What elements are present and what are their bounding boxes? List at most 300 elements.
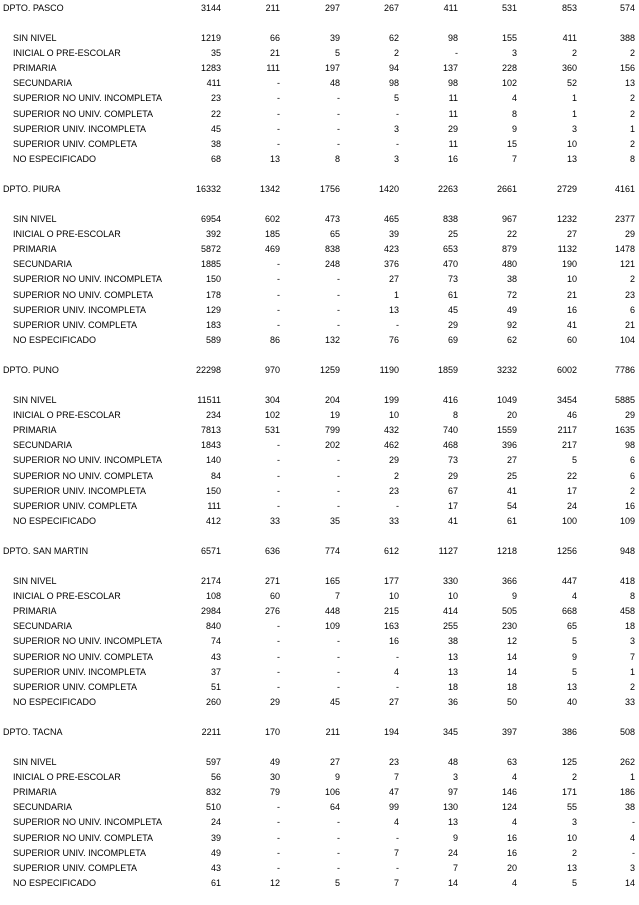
value-cell: 48 bbox=[447, 757, 458, 767]
value-cell: 1 bbox=[571, 93, 577, 103]
value-cell: 838 bbox=[442, 214, 458, 224]
value-cell: 262 bbox=[619, 757, 635, 767]
value-cell: 33 bbox=[269, 516, 280, 526]
total-cell: 2729 bbox=[556, 184, 577, 194]
total-cell: 345 bbox=[442, 727, 458, 737]
table-row bbox=[0, 665, 639, 680]
value-cell: 9 bbox=[511, 124, 517, 134]
value-cell: 25 bbox=[447, 229, 458, 239]
department-section bbox=[0, 0, 639, 181]
education-level-label: SECUNDARIA bbox=[13, 78, 73, 88]
table-row bbox=[0, 514, 639, 529]
value-cell: 7 bbox=[393, 848, 399, 858]
value-cell: 86 bbox=[269, 335, 280, 345]
value-cell: 2 bbox=[393, 471, 399, 481]
value-cell: 2117 bbox=[557, 425, 577, 435]
value-cell: 4 bbox=[511, 817, 517, 827]
total-cell: 1342 bbox=[259, 184, 280, 194]
education-level-label: SUPERIOR UNIV. COMPLETA bbox=[13, 682, 138, 692]
department-section bbox=[0, 181, 639, 362]
value-cell: - bbox=[337, 455, 340, 465]
value-cell: - bbox=[277, 259, 280, 269]
value-cell: 156 bbox=[619, 63, 635, 73]
education-level-label: SIN NIVEL bbox=[13, 757, 57, 767]
value-cell: 97 bbox=[447, 787, 458, 797]
value-cell: 178 bbox=[205, 290, 221, 300]
value-cell: - bbox=[632, 848, 635, 858]
value-cell: - bbox=[337, 817, 340, 827]
value-cell: 98 bbox=[624, 440, 635, 450]
education-level-label: NO ESPECIFICADO bbox=[13, 697, 97, 707]
total-cell: 297 bbox=[324, 3, 340, 13]
value-cell: 10 bbox=[566, 139, 577, 149]
value-cell: 29 bbox=[269, 697, 280, 707]
value-cell: 3 bbox=[571, 124, 577, 134]
total-cell: 1127 bbox=[438, 546, 458, 556]
value-cell: 20 bbox=[506, 410, 517, 420]
total-cell: 6002 bbox=[556, 365, 577, 375]
value-cell: 8 bbox=[511, 109, 517, 119]
table-row bbox=[0, 76, 639, 91]
table-row bbox=[0, 272, 639, 287]
value-cell: 47 bbox=[388, 787, 399, 797]
value-cell: 79 bbox=[269, 787, 280, 797]
total-cell: 636 bbox=[264, 546, 280, 556]
value-cell: 24 bbox=[566, 501, 577, 511]
value-cell: 840 bbox=[205, 621, 221, 631]
value-cell: 98 bbox=[447, 33, 458, 43]
value-cell: 4 bbox=[511, 772, 517, 782]
value-cell: 2 bbox=[571, 48, 577, 58]
value-cell: 72 bbox=[506, 290, 517, 300]
table-row bbox=[0, 91, 639, 106]
value-cell: 100 bbox=[561, 516, 577, 526]
value-cell: 234 bbox=[205, 410, 221, 420]
value-cell: 27 bbox=[388, 274, 399, 284]
value-cell: 740 bbox=[442, 425, 458, 435]
value-cell: 799 bbox=[324, 425, 340, 435]
value-cell: 17 bbox=[447, 501, 458, 511]
value-cell: 5 bbox=[571, 636, 577, 646]
total-cell: 3232 bbox=[496, 365, 517, 375]
table-row bbox=[0, 137, 639, 152]
value-cell: 5885 bbox=[614, 395, 635, 405]
value-cell: 1232 bbox=[556, 214, 577, 224]
value-cell: - bbox=[337, 636, 340, 646]
value-cell: 27 bbox=[566, 229, 577, 239]
total-cell: 411 bbox=[443, 3, 458, 13]
table-row bbox=[0, 31, 639, 46]
value-cell: 447 bbox=[561, 576, 577, 586]
total-cell: 3144 bbox=[200, 3, 221, 13]
value-cell: 217 bbox=[561, 440, 577, 450]
value-cell: 248 bbox=[324, 259, 340, 269]
table-row bbox=[0, 408, 639, 423]
value-cell: 255 bbox=[442, 621, 458, 631]
value-cell: 27 bbox=[506, 455, 517, 465]
table-row bbox=[0, 499, 639, 514]
value-cell: 92 bbox=[506, 320, 517, 330]
value-cell: - bbox=[277, 863, 280, 873]
department-total-row bbox=[0, 182, 639, 197]
value-cell: 155 bbox=[501, 33, 517, 43]
value-cell: 215 bbox=[383, 606, 399, 616]
table-row bbox=[0, 453, 639, 468]
value-cell: 45 bbox=[329, 697, 340, 707]
education-level-label: PRIMARIA bbox=[13, 606, 57, 616]
value-cell: 177 bbox=[383, 576, 399, 586]
value-cell: 140 bbox=[205, 455, 221, 465]
value-cell: 10 bbox=[388, 410, 399, 420]
value-cell: 146 bbox=[501, 787, 517, 797]
value-cell: 465 bbox=[383, 214, 399, 224]
value-cell: 480 bbox=[501, 259, 517, 269]
value-cell: - bbox=[277, 833, 280, 843]
value-cell: 163 bbox=[383, 621, 399, 631]
value-cell: 505 bbox=[501, 606, 517, 616]
value-cell: 29 bbox=[624, 229, 635, 239]
value-cell: - bbox=[277, 848, 280, 858]
value-cell: 228 bbox=[501, 63, 517, 73]
department-name: DPTO. PUNO bbox=[3, 365, 59, 375]
value-cell: 73 bbox=[447, 274, 458, 284]
value-cell: - bbox=[277, 440, 280, 450]
value-cell: 43 bbox=[210, 652, 221, 662]
value-cell: 24 bbox=[447, 848, 458, 858]
value-cell: 469 bbox=[264, 244, 280, 254]
value-cell: 5 bbox=[334, 48, 340, 58]
education-level-label: INICIAL O PRE-ESCOLAR bbox=[13, 229, 121, 239]
education-level-label: SUPERIOR NO UNIV. COMPLETA bbox=[13, 833, 154, 843]
value-cell: 55 bbox=[566, 802, 577, 812]
total-cell: 267 bbox=[383, 3, 399, 13]
value-cell: 13 bbox=[447, 667, 458, 677]
table-row bbox=[0, 619, 639, 634]
value-cell: - bbox=[396, 833, 399, 843]
table-row bbox=[0, 61, 639, 76]
value-cell: 3 bbox=[571, 817, 577, 827]
table-row bbox=[0, 831, 639, 846]
value-cell: 5 bbox=[334, 878, 340, 888]
value-cell: 16 bbox=[566, 305, 577, 315]
value-cell: 1132 bbox=[557, 244, 577, 254]
value-cell: - bbox=[337, 305, 340, 315]
value-cell: 2377 bbox=[614, 214, 635, 224]
value-cell: 1559 bbox=[496, 425, 517, 435]
value-cell: 11 bbox=[448, 139, 458, 149]
education-level-label: SUPERIOR NO UNIV. INCOMPLETA bbox=[13, 455, 163, 465]
value-cell: 468 bbox=[442, 440, 458, 450]
value-cell: 171 bbox=[561, 787, 577, 797]
value-cell: 832 bbox=[205, 787, 221, 797]
value-cell: - bbox=[277, 486, 280, 496]
value-cell: 1635 bbox=[614, 425, 635, 435]
value-cell: 1283 bbox=[200, 63, 221, 73]
value-cell: 67 bbox=[447, 486, 458, 496]
value-cell: 74 bbox=[210, 636, 221, 646]
department-name: DPTO. PIURA bbox=[3, 184, 61, 194]
total-cell: 211 bbox=[265, 3, 280, 13]
education-level-label: SUPERIOR UNIV. INCOMPLETA bbox=[13, 667, 147, 677]
value-cell: 132 bbox=[324, 335, 340, 345]
department-section bbox=[0, 724, 639, 905]
value-cell: 418 bbox=[619, 576, 635, 586]
value-cell: - bbox=[277, 305, 280, 315]
value-cell: 473 bbox=[324, 214, 340, 224]
value-cell: 27 bbox=[388, 697, 399, 707]
value-cell: 10 bbox=[388, 591, 399, 601]
value-cell: 104 bbox=[619, 335, 635, 345]
value-cell: 376 bbox=[383, 259, 399, 269]
table-row bbox=[0, 604, 639, 619]
total-cell: 4161 bbox=[614, 184, 635, 194]
value-cell: - bbox=[277, 124, 280, 134]
value-cell: 183 bbox=[205, 320, 221, 330]
table-row bbox=[0, 680, 639, 695]
education-level-label: SUPERIOR NO UNIV. INCOMPLETA bbox=[13, 636, 163, 646]
value-cell: 63 bbox=[506, 757, 517, 767]
value-cell: 4 bbox=[393, 817, 399, 827]
value-cell: 33 bbox=[624, 697, 635, 707]
value-cell: - bbox=[277, 621, 280, 631]
value-cell: 260 bbox=[205, 697, 221, 707]
value-cell: 23 bbox=[388, 486, 399, 496]
value-cell: 2 bbox=[571, 848, 577, 858]
education-level-label: SUPERIOR UNIV. INCOMPLETA bbox=[13, 305, 147, 315]
education-level-label: SUPERIOR UNIV. COMPLETA bbox=[13, 863, 138, 873]
value-cell: - bbox=[277, 109, 280, 119]
value-cell: 40 bbox=[566, 697, 577, 707]
value-cell: 13 bbox=[269, 154, 280, 164]
value-cell: 84 bbox=[210, 471, 221, 481]
value-cell: 129 bbox=[205, 305, 221, 315]
department-section bbox=[0, 543, 639, 724]
value-cell: 411 bbox=[206, 78, 221, 88]
value-cell: 5 bbox=[571, 667, 577, 677]
value-cell: 12 bbox=[506, 636, 517, 646]
education-level-label: PRIMARIA bbox=[13, 244, 57, 254]
value-cell: 7 bbox=[452, 863, 458, 873]
value-cell: 3 bbox=[629, 863, 635, 873]
value-cell: - bbox=[396, 501, 399, 511]
value-cell: 1 bbox=[629, 124, 635, 134]
value-cell: 423 bbox=[383, 244, 399, 254]
value-cell: 38 bbox=[210, 139, 221, 149]
value-cell: 3 bbox=[393, 154, 399, 164]
education-level-label: SECUNDARIA bbox=[13, 802, 73, 812]
value-cell: 2 bbox=[571, 772, 577, 782]
value-cell: 668 bbox=[561, 606, 577, 616]
value-cell: 1 bbox=[629, 772, 635, 782]
value-cell: 5872 bbox=[200, 244, 221, 254]
value-cell: 1478 bbox=[614, 244, 635, 254]
value-cell: 396 bbox=[501, 440, 517, 450]
value-cell: 10 bbox=[566, 274, 577, 284]
education-level-label: SUPERIOR NO UNIV. INCOMPLETA bbox=[13, 817, 163, 827]
value-cell: 109 bbox=[619, 516, 635, 526]
department-total-row bbox=[0, 363, 639, 378]
value-cell: 366 bbox=[501, 576, 517, 586]
value-cell: 5 bbox=[393, 93, 399, 103]
value-cell: 18 bbox=[447, 682, 458, 692]
value-cell: 52 bbox=[566, 78, 577, 88]
value-cell: 130 bbox=[442, 802, 458, 812]
value-cell: 16 bbox=[447, 154, 458, 164]
value-cell: 13 bbox=[447, 652, 458, 662]
value-cell: 3 bbox=[393, 124, 399, 134]
value-cell: - bbox=[337, 471, 340, 481]
value-cell: 24 bbox=[210, 817, 221, 827]
total-cell: 1256 bbox=[556, 546, 577, 556]
value-cell: 2 bbox=[629, 139, 635, 149]
value-cell: 1843 bbox=[200, 440, 221, 450]
table-row bbox=[0, 152, 639, 167]
value-cell: 64 bbox=[329, 802, 340, 812]
value-cell: 54 bbox=[506, 501, 517, 511]
value-cell: - bbox=[337, 501, 340, 511]
value-cell: - bbox=[396, 139, 399, 149]
value-cell: 60 bbox=[566, 335, 577, 345]
education-level-label: SUPERIOR UNIV. COMPLETA bbox=[13, 501, 138, 511]
table-row bbox=[0, 770, 639, 785]
table-row bbox=[0, 288, 639, 303]
value-cell: 22 bbox=[506, 229, 517, 239]
value-cell: 45 bbox=[210, 124, 221, 134]
education-level-label: PRIMARIA bbox=[13, 425, 57, 435]
value-cell: 5 bbox=[571, 878, 577, 888]
value-cell: - bbox=[337, 486, 340, 496]
value-cell: - bbox=[337, 320, 340, 330]
value-cell: 9 bbox=[452, 833, 458, 843]
table-row bbox=[0, 876, 639, 891]
value-cell: - bbox=[632, 817, 635, 827]
value-cell: 199 bbox=[383, 395, 399, 405]
value-cell: 33 bbox=[388, 516, 399, 526]
value-cell: 5 bbox=[571, 455, 577, 465]
education-level-label: PRIMARIA bbox=[13, 787, 57, 797]
value-cell: - bbox=[277, 682, 280, 692]
value-cell: 1 bbox=[393, 290, 399, 300]
value-cell: 653 bbox=[442, 244, 458, 254]
table-row bbox=[0, 634, 639, 649]
value-cell: 230 bbox=[501, 621, 517, 631]
value-cell: 414 bbox=[442, 606, 458, 616]
value-cell: 49 bbox=[269, 757, 280, 767]
table-row bbox=[0, 815, 639, 830]
table-row bbox=[0, 393, 639, 408]
value-cell: 16 bbox=[388, 636, 399, 646]
value-cell: 165 bbox=[324, 576, 340, 586]
total-cell: 1859 bbox=[437, 365, 458, 375]
value-cell: - bbox=[337, 139, 340, 149]
value-cell: 2 bbox=[629, 274, 635, 284]
value-cell: 602 bbox=[264, 214, 280, 224]
value-cell: 102 bbox=[501, 78, 517, 88]
value-cell: 29 bbox=[624, 410, 635, 420]
department-total-row bbox=[0, 725, 639, 740]
value-cell: 56 bbox=[210, 772, 221, 782]
value-cell: 41 bbox=[566, 320, 577, 330]
education-level-label: SUPERIOR UNIV. COMPLETA bbox=[13, 139, 138, 149]
value-cell: 197 bbox=[324, 63, 340, 73]
value-cell: 23 bbox=[210, 93, 221, 103]
value-cell: 13 bbox=[566, 682, 577, 692]
value-cell: 11511 bbox=[197, 395, 221, 405]
total-cell: 853 bbox=[561, 3, 577, 13]
value-cell: 150 bbox=[205, 274, 221, 284]
value-cell: 12 bbox=[269, 878, 280, 888]
value-cell: 7 bbox=[393, 878, 399, 888]
value-cell: 202 bbox=[324, 440, 340, 450]
value-cell: 18 bbox=[506, 682, 517, 692]
education-level-label: SUPERIOR UNIV. INCOMPLETA bbox=[13, 124, 147, 134]
value-cell: 50 bbox=[506, 697, 517, 707]
value-cell: 62 bbox=[506, 335, 517, 345]
value-cell: 29 bbox=[388, 455, 399, 465]
total-cell: 22298 bbox=[195, 365, 221, 375]
value-cell: 29 bbox=[447, 124, 458, 134]
value-cell: 2 bbox=[629, 682, 635, 692]
value-cell: 276 bbox=[264, 606, 280, 616]
value-cell: 4 bbox=[511, 878, 517, 888]
value-cell: 106 bbox=[324, 787, 340, 797]
value-cell: 45 bbox=[447, 305, 458, 315]
total-cell: 386 bbox=[561, 727, 577, 737]
education-level-label: SIN NIVEL bbox=[13, 395, 57, 405]
value-cell: 190 bbox=[561, 259, 577, 269]
education-level-label: INICIAL O PRE-ESCOLAR bbox=[13, 410, 121, 420]
value-cell: 1 bbox=[571, 109, 577, 119]
education-level-label: INICIAL O PRE-ESCOLAR bbox=[13, 772, 121, 782]
education-level-label: SUPERIOR NO UNIV. COMPLETA bbox=[13, 290, 154, 300]
education-level-label: SIN NIVEL bbox=[13, 33, 57, 43]
value-cell: 23 bbox=[388, 757, 399, 767]
value-cell: - bbox=[277, 93, 280, 103]
value-cell: 61 bbox=[447, 290, 458, 300]
value-cell: 21 bbox=[269, 48, 280, 58]
value-cell: - bbox=[337, 109, 340, 119]
value-cell: 61 bbox=[210, 878, 221, 888]
value-cell: 8 bbox=[452, 410, 458, 420]
value-cell: 16 bbox=[506, 833, 517, 843]
value-cell: 6 bbox=[629, 471, 635, 481]
value-cell: 14 bbox=[506, 652, 517, 662]
value-cell: 17 bbox=[566, 486, 577, 496]
value-cell: 8 bbox=[629, 591, 635, 601]
value-cell: 2 bbox=[629, 109, 635, 119]
value-cell: 204 bbox=[324, 395, 340, 405]
value-cell: 879 bbox=[501, 244, 517, 254]
value-cell: - bbox=[277, 636, 280, 646]
value-cell: 16 bbox=[506, 848, 517, 858]
value-cell: - bbox=[337, 667, 340, 677]
value-cell: 14 bbox=[447, 878, 458, 888]
total-cell: 2661 bbox=[496, 184, 517, 194]
value-cell: 589 bbox=[205, 335, 221, 345]
total-cell: 194 bbox=[383, 727, 399, 737]
education-level-label: SUPERIOR NO UNIV. INCOMPLETA bbox=[13, 93, 163, 103]
value-cell: 8 bbox=[629, 154, 635, 164]
value-cell: 4 bbox=[571, 591, 577, 601]
value-cell: 10 bbox=[566, 833, 577, 843]
table-row bbox=[0, 846, 639, 861]
table-row bbox=[0, 212, 639, 227]
table-row bbox=[0, 46, 639, 61]
value-cell: 470 bbox=[442, 259, 458, 269]
value-cell: 13 bbox=[447, 817, 458, 827]
value-cell: 66 bbox=[269, 33, 280, 43]
value-cell: 76 bbox=[388, 335, 399, 345]
